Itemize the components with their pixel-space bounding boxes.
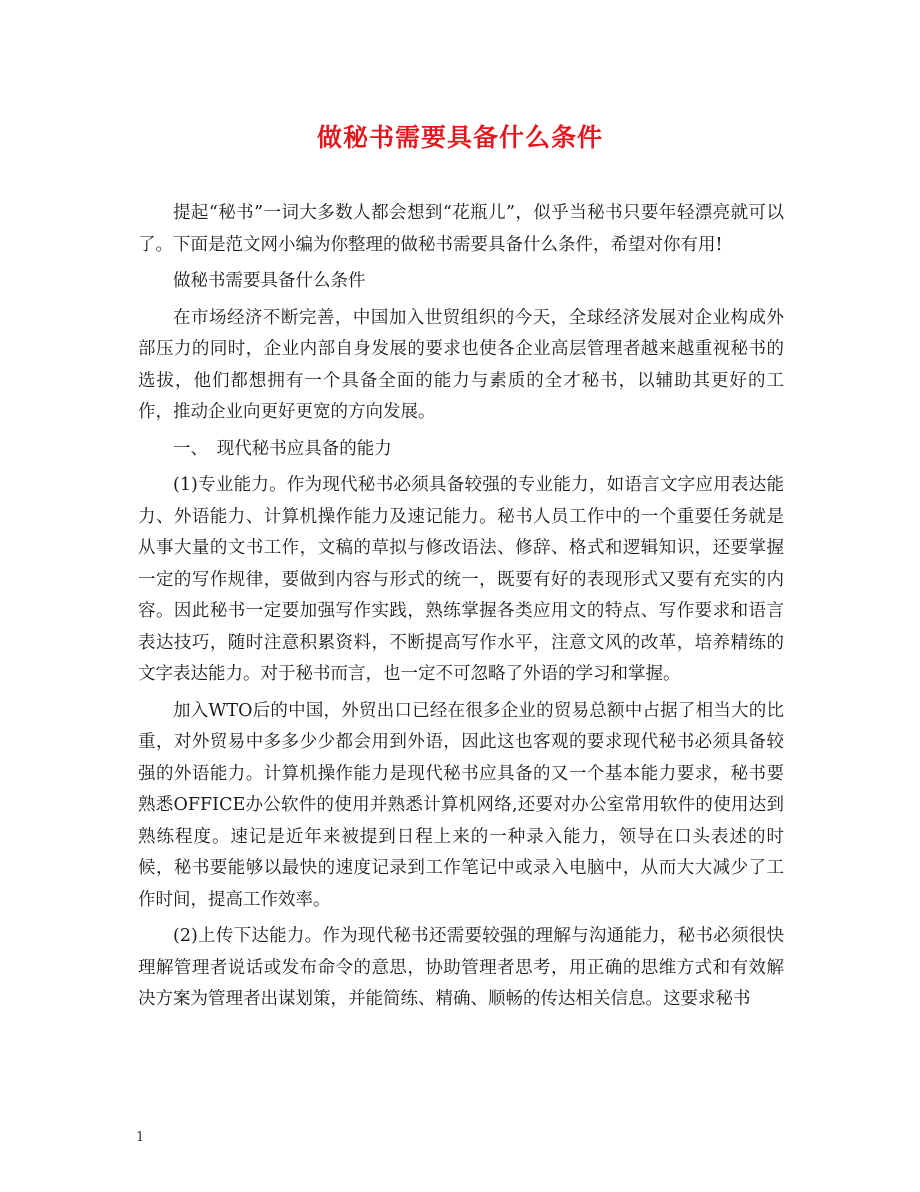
section-heading: 做秘书需要具备什么条件: [173, 271, 366, 291]
document-title: 做秘书需要具备什么条件: [316, 123, 603, 152]
intro-paragraph: 提起“秘书”一词大多数人都会想到“花瓶儿”，似乎当秘书只要年轻漂亮就可以了。下面是范文网小编为你整理的做秘书需要具备什么条件，希望对你有用!: [138, 203, 784, 255]
body-paragraph: 在市场经济不断完善，中国加入世贸组织的今天，全球经济发展对企业构成外部压力的同时，企业内部自身发展的要求也使各企业高层管理者越来越重视秘书的选拔，他们都想拥有一个具备全面的能力与素质的全才秘书，以辅助其更好的工作，推动企业向更好更宽的方向发展。: [138, 307, 784, 422]
document-body: [138, 198, 784, 1016]
body-paragraph: 加入WTO后的中国，外贸出口已经在很多企业的贸易总额中占据了相当大的比重，对外贸易中多多少少都会用到外语，因此这也客观的要求现代秘书必须具备较强的外语能力。计算机操作能力是现代秘书应具备的又一个基本能力要求，秘书要熟悉OFFICE办公软件的使用并熟悉计算机网络,还要对办公室常用软件的使用达到熟练程度。速记是近年来被提到日程上来的一种录入能力，领导在口头表述的时候，秘书要能够以最快的速度记录到工作笔记中或录入电脑中，从而大大减少了工作时间，提高工作效率。: [138, 700, 784, 910]
subsection-heading: 一、 现代秘书应具备的能力: [173, 438, 392, 459]
body-paragraph: (1)专业能力。作为现代秘书必须具备较强的专业能力，如语言文字应用表达能力、外语能力、计算机操作能力及速记能力。秘书人员工作中的一个重要任务就是从事大量的文书工作，文稿的草拟与修改语法、修辞、格式和逻辑知识，还要掌握一定的写作规律，要做到内容与形式的统一，既要有好的表现形式又要有充实的内容。因此秘书一定要加强写作实践，熟练掌握各类应用文的特点、写作要求和语言表达技巧，随时注意积累资料，不断提高写作水平，注意文风的改革，培养精练的文字表达能力。对于秘书而言，也一定不可忽略了外语的学习和掌握。: [138, 475, 784, 684]
body-paragraph: (2)上传下达能力。作为现代秘书还需要较强的理解与沟通能力，秘书必须很快理解管理者说话或发布命令的意思，协助管理者思考，用正确的思维方式和有效解决方案为管理者出谋划策，并能简练、精确、顺畅的传达相关信息。这要求秘书: [138, 926, 784, 1009]
page-number: 1: [136, 1130, 145, 1145]
